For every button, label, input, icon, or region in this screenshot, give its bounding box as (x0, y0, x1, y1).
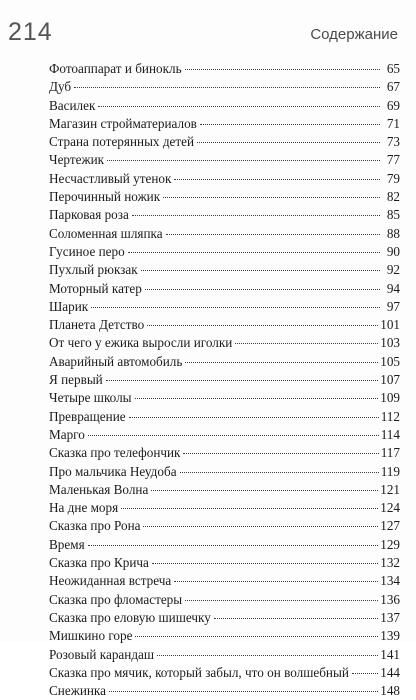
toc-entry-page-number: 71 (386, 115, 400, 131)
toc-entry (49, 444, 400, 462)
toc-entry (49, 133, 400, 151)
toc-entry-page-number: 137 (380, 609, 400, 625)
dot-leader (200, 124, 380, 125)
toc-entry-title: Пухлый рюкзак (49, 262, 138, 278)
toc-entry-title: Страна потерянных детей (49, 134, 195, 150)
toc-entry-title: Соломенная шляпка (49, 225, 163, 241)
toc-entry-title: Сказка про Крича (49, 555, 149, 571)
toc-entry-page-number: 92 (386, 262, 400, 278)
dot-leader (141, 270, 380, 271)
toc-entry-page-number: 119 (380, 463, 400, 479)
toc-entry-title: Моторный катер (49, 280, 142, 296)
toc-entry (49, 591, 400, 609)
toc-entry-page-number: 97 (386, 298, 400, 314)
dot-leader (151, 490, 378, 491)
toc-entry-title: Фотоаппарат и бинокль (49, 61, 182, 76)
toc-entry-page-number: 139 (380, 628, 400, 644)
dot-leader (152, 563, 378, 564)
toc-entry-title: На дне моря (49, 500, 119, 516)
toc-entry (49, 536, 400, 554)
toc-entry (49, 188, 400, 206)
toc-entry-page-number: 144 (380, 664, 400, 680)
toc-entry (49, 646, 400, 664)
toc-entry-title: Неожиданная встреча (49, 573, 172, 589)
dot-leader (88, 435, 379, 436)
dot-leader (147, 325, 378, 326)
toc-entry-title: Планета Детство (49, 317, 145, 333)
toc-entry (49, 408, 400, 426)
toc-entry (49, 78, 400, 96)
toc-entry-page-number: 136 (380, 591, 400, 607)
dot-leader (74, 87, 380, 88)
toc-entry-page-number: 134 (380, 573, 400, 589)
dot-leader (174, 581, 378, 582)
toc-entry (49, 334, 400, 352)
table-of-contents (49, 60, 400, 700)
toc-entry-page-number: 103 (380, 335, 400, 351)
dot-leader (185, 362, 378, 363)
toc-entry-page-number: 124 (380, 500, 400, 516)
toc-entry-page-number: 129 (380, 536, 400, 552)
toc-entry-page-number: 77 (386, 152, 400, 168)
toc-entry-title: Превращение (49, 408, 126, 424)
toc-entry (49, 463, 400, 481)
toc-entry-page-number: 69 (386, 97, 400, 113)
toc-entry (49, 499, 400, 517)
toc-entry-title: Сказка про Рона (49, 518, 141, 534)
toc-entry (49, 627, 400, 645)
toc-entry (49, 206, 400, 224)
dot-leader (135, 398, 379, 399)
dot-leader (157, 655, 378, 656)
toc-entry (49, 371, 400, 389)
toc-entry (49, 115, 400, 133)
toc-entry-page-number: 107 (380, 372, 400, 388)
toc-entry (49, 554, 400, 572)
toc-entry-page-number: 105 (380, 353, 400, 369)
page-number: 214 (8, 18, 53, 46)
toc-entry-page-number: 132 (380, 555, 400, 571)
dot-leader (235, 343, 378, 344)
toc-entry-title: Перочинный ножик (49, 189, 161, 205)
toc-entry-page-number: 141 (380, 646, 400, 662)
dot-leader (143, 526, 378, 527)
dot-leader (88, 545, 379, 546)
toc-entry-title: Несчастливый утенок (49, 170, 172, 186)
toc-entry (49, 151, 400, 169)
toc-entry (49, 60, 400, 78)
dot-leader (214, 618, 378, 619)
dot-leader (91, 307, 380, 308)
dot-leader (185, 69, 380, 70)
toc-entry (49, 389, 400, 407)
toc-entry (49, 316, 400, 334)
dot-leader (185, 600, 378, 601)
toc-entry-title: Сказка про фломастеры (49, 591, 183, 607)
toc-entry-page-number: 65 (386, 61, 400, 76)
toc-entry-page-number: 79 (386, 170, 400, 186)
toc-entry-page-number: 148 (380, 683, 400, 699)
dot-leader (163, 197, 380, 198)
toc-entry-title: Маленькая Волна (49, 481, 149, 497)
toc-entry (49, 280, 400, 298)
toc-entry (49, 426, 400, 444)
toc-entry (49, 517, 400, 535)
toc-entry-page-number: 121 (380, 481, 400, 497)
dot-leader (145, 289, 380, 290)
toc-entry (49, 243, 400, 261)
toc-entry-page-number: 101 (380, 317, 400, 333)
dot-leader (121, 508, 378, 509)
toc-entry-page-number: 94 (386, 280, 400, 296)
toc-entry-title: Чертежик (49, 152, 105, 168)
dot-leader (129, 417, 379, 418)
dot-leader (166, 234, 380, 235)
toc-entry-page-number: 127 (380, 518, 400, 534)
toc-entry (49, 609, 400, 627)
running-head: Содержание (310, 26, 398, 43)
toc-entry-title: Снежинка (49, 683, 106, 699)
dot-leader (109, 691, 378, 692)
toc-entry (49, 353, 400, 371)
toc-entry-title: Розовый карандаш (49, 646, 155, 662)
toc-entry-title: Парковая роза (49, 207, 129, 223)
dot-leader (352, 673, 378, 674)
toc-entry (49, 298, 400, 316)
toc-entry (49, 97, 400, 115)
toc-entry (49, 664, 400, 682)
dot-leader (135, 636, 378, 637)
dot-leader (98, 106, 380, 107)
toc-entry-page-number: 82 (386, 189, 400, 205)
toc-entry-title: Дуб (49, 79, 72, 95)
dot-leader (132, 215, 380, 216)
toc-entry-page-number: 67 (386, 79, 400, 95)
toc-entry-title: Аварийный автомобиль (49, 353, 183, 369)
toc-entry-page-number: 114 (380, 426, 400, 442)
toc-entry-title: Я первый (49, 372, 103, 388)
toc-entry-page-number: 117 (380, 445, 400, 461)
dot-leader (197, 142, 380, 143)
toc-entry (49, 261, 400, 279)
toc-entry (49, 481, 400, 499)
toc-entry (49, 225, 400, 243)
dot-leader (183, 453, 378, 454)
dot-leader (107, 160, 380, 161)
dot-leader (180, 472, 379, 473)
toc-entry-page-number: 88 (386, 225, 400, 241)
toc-entry-title: Шарик (49, 298, 89, 314)
dot-leader (128, 252, 380, 253)
toc-entry (49, 572, 400, 590)
toc-entry-title: Василек (49, 97, 96, 113)
toc-entry-title: Четыре школы (49, 390, 132, 406)
toc-entry-page-number: 112 (380, 408, 400, 424)
toc-entry-title: Мишкино горе (49, 628, 133, 644)
toc-entry-page-number: 73 (386, 134, 400, 150)
dot-leader (106, 380, 378, 381)
toc-entry-title: Про мальчика Неудоба (49, 463, 177, 479)
toc-entry-title: Гусиное перо (49, 243, 125, 259)
toc-entry-title: Сказка про мячик, который забыл, что он волшебный (49, 664, 349, 680)
toc-entry-title: Сказка про телефончик (49, 445, 181, 461)
toc-entry-title: Марго (49, 426, 85, 442)
toc-entry-page-number: 85 (386, 207, 400, 223)
toc-entry (49, 682, 400, 700)
toc-entry-page-number: 90 (386, 243, 400, 259)
toc-entry-title: От чего у ежика выросли иголки (49, 335, 233, 351)
toc-entry-title: Сказка про еловую шишечку (49, 609, 211, 625)
dot-leader (174, 179, 380, 180)
toc-entry (49, 170, 400, 188)
toc-entry-title: Время (49, 536, 85, 552)
toc-entry-page-number: 109 (380, 390, 400, 406)
toc-entry-title: Магазин стройматериалов (49, 115, 197, 131)
